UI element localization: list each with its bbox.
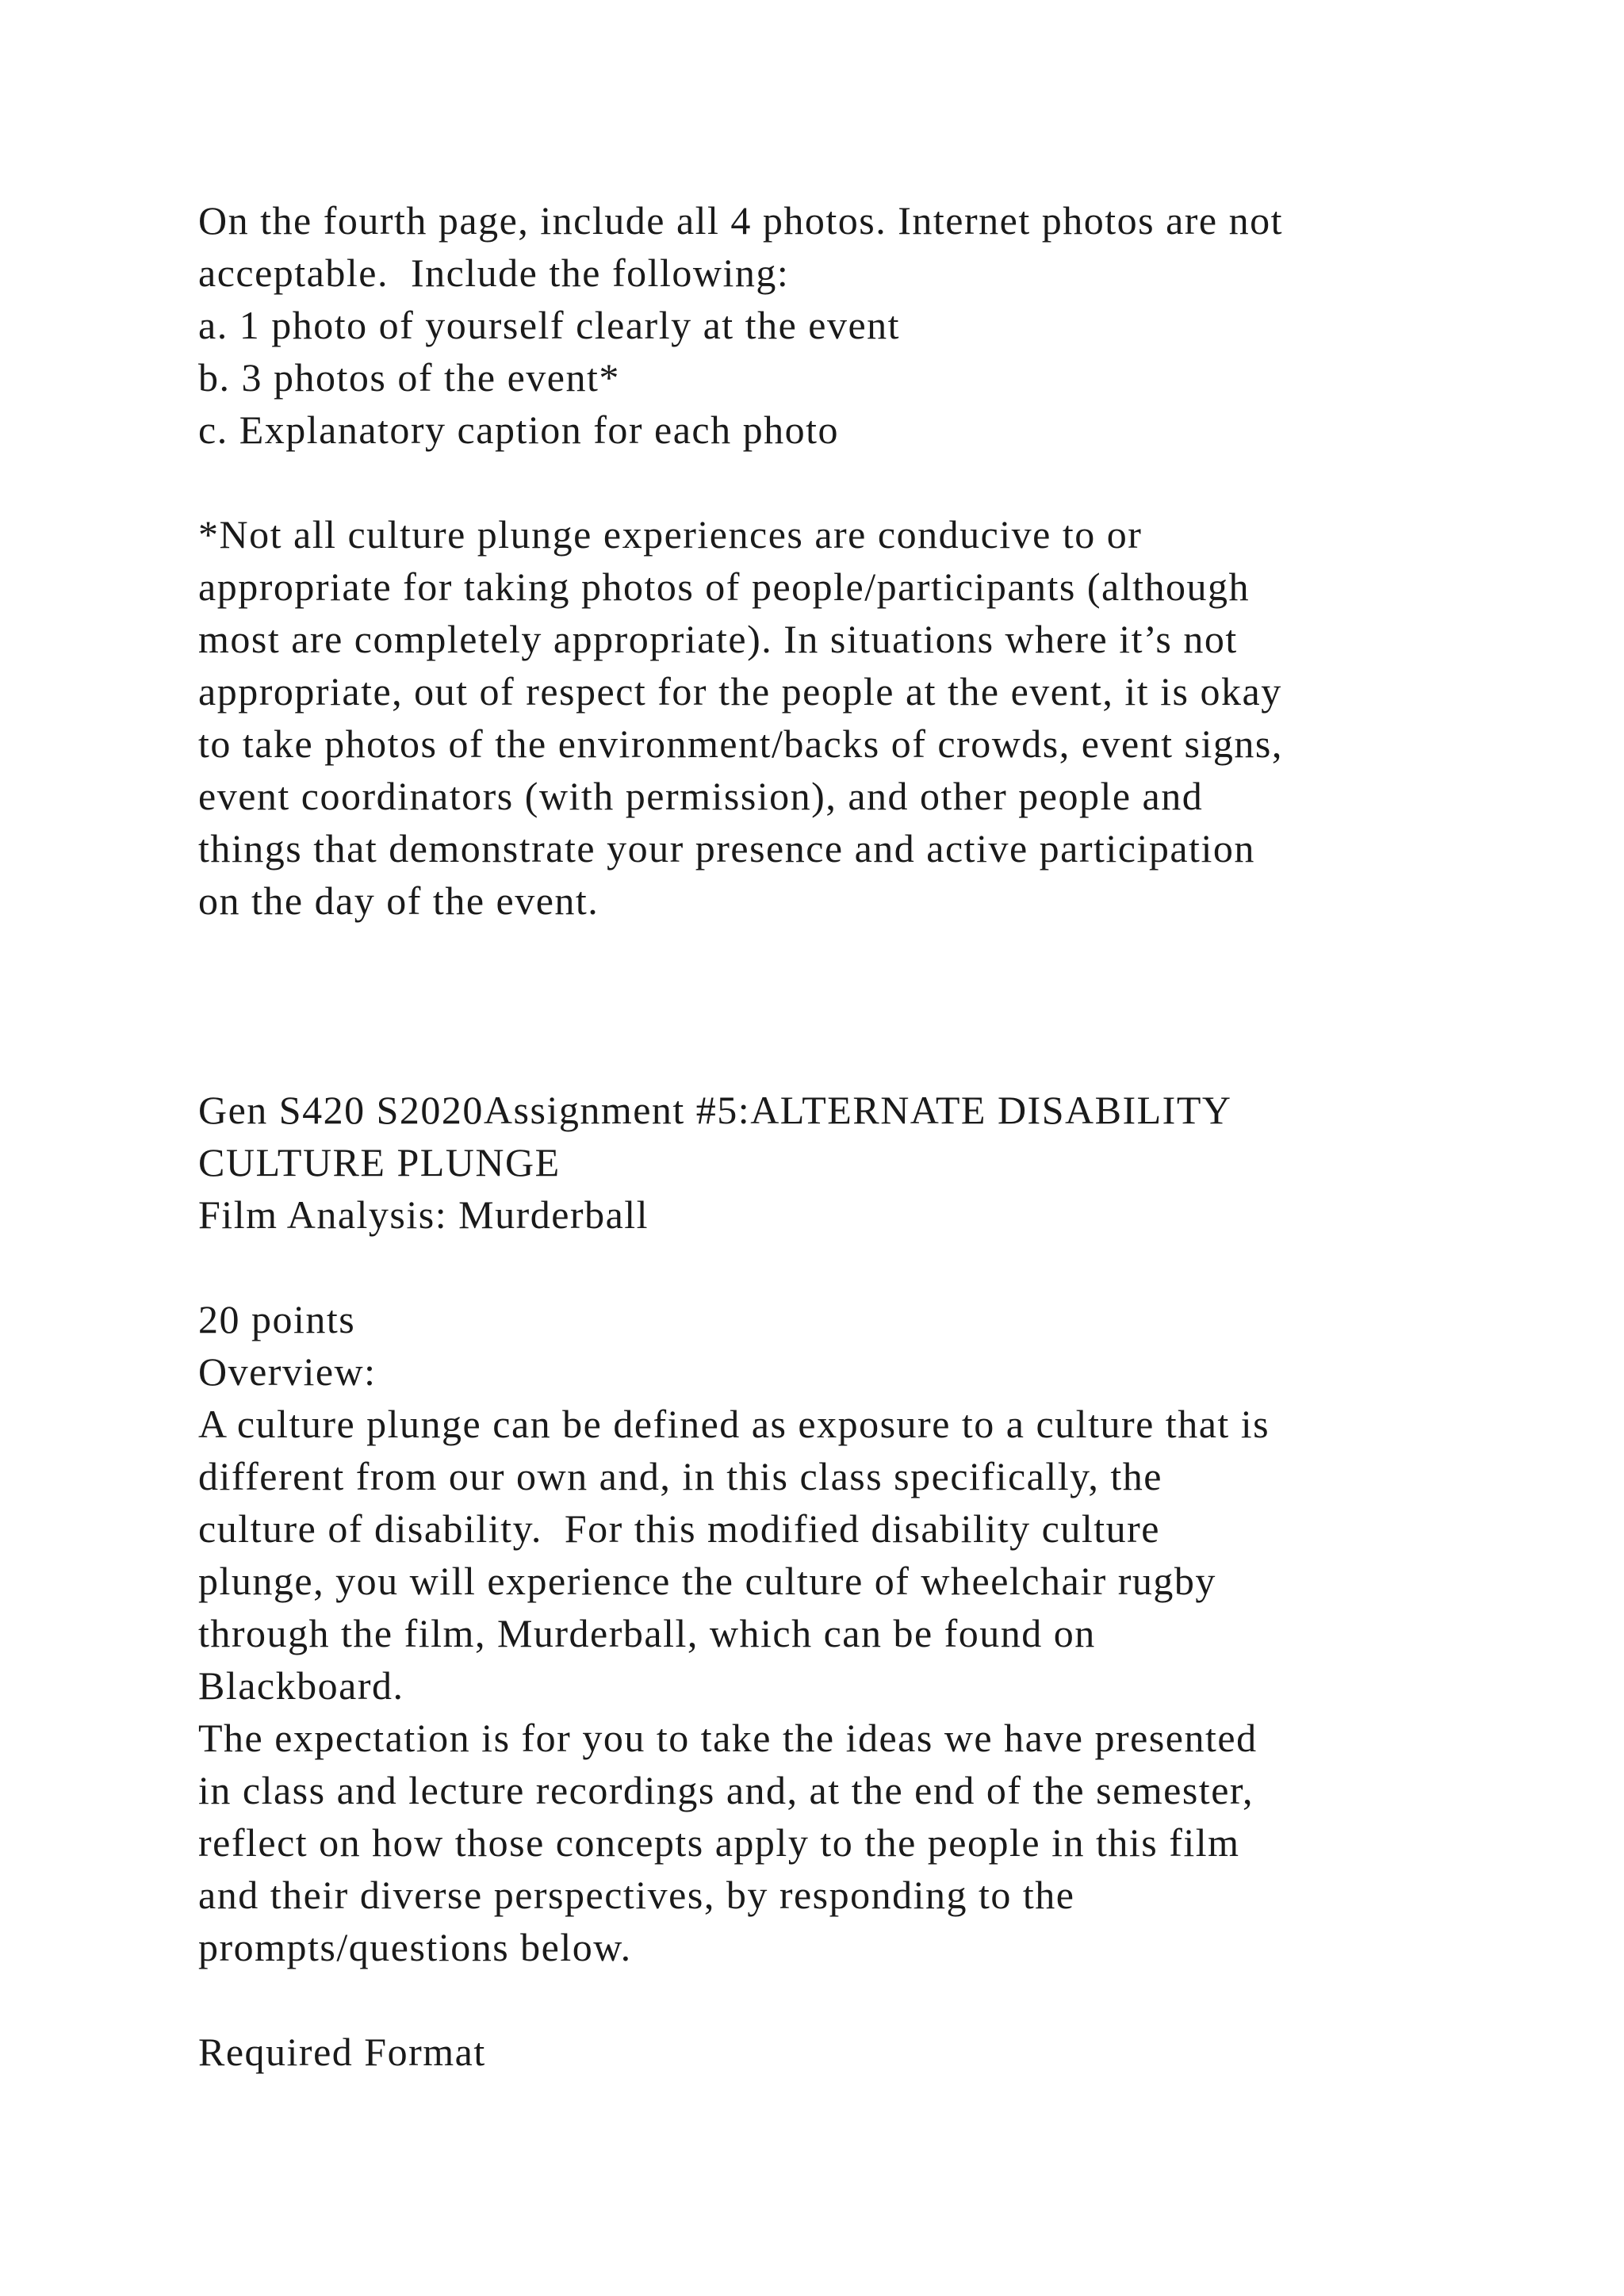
text-line: reflect on how those concepts apply to the people in this film: [198, 1820, 1240, 1865]
text-line: acceptable. Include the following:: [198, 251, 790, 295]
text-line: appropriate, out of respect for the people at the event, it is okay: [198, 669, 1282, 714]
text-line: A culture plunge can be defined as exposure to a culture that is: [198, 1402, 1270, 1446]
text-line: *Not all culture plunge experiences are conducive to or: [198, 512, 1143, 557]
text-line: through the film, Murderball, which can be found on: [198, 1611, 1096, 1655]
section-heading: Required Format: [198, 2030, 486, 2074]
assignment-title: CULTURE PLUNGE: [198, 1140, 561, 1184]
text-line: The expectation is for you to take the ideas we have presented: [198, 1716, 1258, 1760]
text-line: things that demonstrate your presence and active participation: [198, 826, 1255, 871]
paragraph-gap: [198, 456, 1546, 508]
text-line: culture of disability. For this modified disability culture: [198, 1506, 1160, 1551]
text-line: most are completely appropriate). In situations where it’s not: [198, 617, 1238, 661]
text-line: prompts/questions below.: [198, 1925, 632, 1969]
assignment-title: Gen S420 S2020Assignment #5:ALTERNATE DISABILITY: [198, 1088, 1232, 1132]
text-line: on the day of the event.: [198, 878, 599, 923]
text-line: plunge, you will experience the culture of wheelchair rugby: [198, 1559, 1216, 1603]
section-heading: Overview:: [198, 1349, 377, 1394]
assignment-subtitle: Film Analysis: Murderball: [198, 1192, 649, 1237]
points-label: 20 points: [198, 1297, 356, 1341]
text-line: On the fourth page, include all 4 photos. Internet photos are not: [198, 198, 1284, 243]
list-item: b. 3 photos of the event*: [198, 355, 620, 400]
text-line: different from our own and, in this class specifically, the: [198, 1454, 1162, 1498]
text-line: to take photos of the environment/backs of crowds, event signs,: [198, 721, 1283, 766]
section-gap: [198, 927, 1546, 1084]
document-body: [198, 194, 1546, 2078]
paragraph-gap: [198, 1241, 1546, 1293]
paragraph-gap: [198, 1973, 1546, 2026]
text-line: and their diverse perspectives, by responding to the: [198, 1873, 1075, 1917]
text-line: in class and lecture recordings and, at the end of the semester,: [198, 1768, 1254, 1812]
list-item: a. 1 photo of yourself clearly at the event: [198, 303, 901, 347]
text-line: appropriate for taking photos of people/participants (although: [198, 564, 1250, 609]
list-item: c. Explanatory caption for each photo: [198, 408, 839, 452]
text-line: Blackboard.: [198, 1663, 404, 1708]
text-line: event coordinators (with permission), and other people and: [198, 774, 1204, 818]
